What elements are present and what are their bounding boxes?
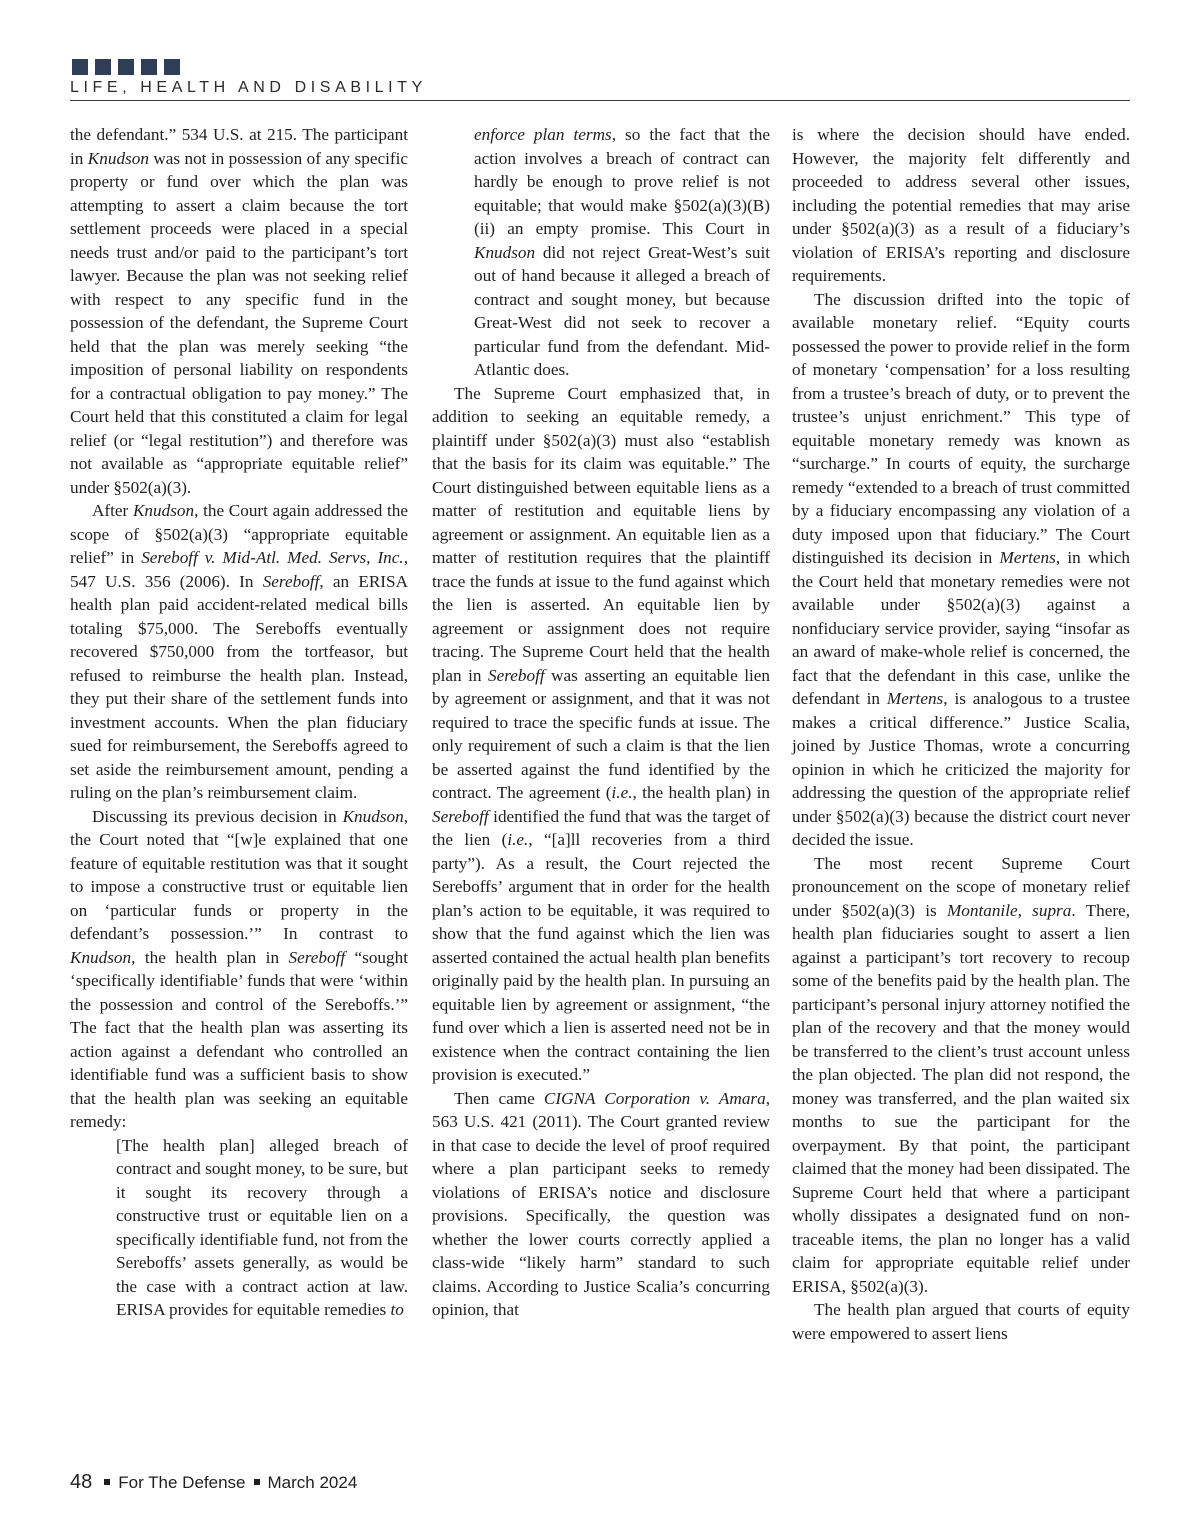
column-1 (70, 123, 408, 1322)
paragraph: Then came CIGNA Corporation v. Amara, 563 U.S. 421 (2011). The Court granted review in that case to decide the level of proof required where a plan participant seeks to remedy violations of ERISA’s notice and disclosure provisions. Specifically, the question was whether the lower courts correctly applied a class-wide “likely harm” standard to such claims. According to Justice Scalia’s concurring opinion, that (432, 1088, 770, 1319)
publication-name: For The Defense (118, 1473, 246, 1492)
paragraph: The Supreme Court emphasized that, in addition to seeking an equitable remedy, a plaintiff under §502(a)(3) must also “establish that the basis for its claim was equitable.” The Court distinguished between equitable liens as a matter of restitution and equitable liens by agreement or assignment. An equitable lien as a matter of restitution requires that the plaintiff trace the funds at issue to the fund against which the lien is asserted. An equitable lien by agreement or assignment does not require tracing. The Supreme Court held that the health plan in Sereboff was asserting an equitable lien by agreement or assignment, and that it was not required to trace the specific funds at issue. The only requirement of such a claim is that the lien be asserted against the fund identified by the contract. The agreement (i.e., the health plan) in Sereboff identified the fund that was the target of the lien (i.e., “[a]ll recoveries from a third party”). As a result, the Court rejected the Sereboffs’ argument that in order for the health plan’s action to be equitable, it was required to show that the fund against which the lien was asserted contained the actual health plan benefits originally paid by the health plan. In pursuing an equitable lien by agreement or assignment, “the fund over which a lien is asserted need not be in existence when the contract containing the lien provision is executed.” (432, 383, 770, 1084)
page-footer (70, 1471, 357, 1494)
header-square-icon (164, 59, 180, 75)
header-rule (70, 100, 1130, 101)
block-quote: [The health plan] alleged breach of contract and sought money, to be sure, but it sought its recovery through a constructive trust or equitable lien on a specifically identifiable fund, not from the Sereboffs’ assets generally, as would be the case with a contract action at law. ERISA provides for equitable remedies to (116, 1135, 408, 1319)
column-3 (792, 123, 1130, 1345)
paragraph: is where the decision should have ended. However, the majority felt differently and proceeded to address several other issues, including the potential remedies that may arise under §502(a)(3) as a result of a fiduciary’s violation of ERISA’s reporting and disclosure requirements. (792, 125, 1130, 285)
paragraph: The discussion drifted into the topic of available monetary relief. “Equity courts possessed the power to provide relief in the form of monetary ‘compensation’ for a loss resulting from a trustee’s breach of duty, or to prevent the trustee’s unjust enrichment.” This type of equitable monetary remedy was known as “surcharge.” In courts of equity, the surcharge remedy “extended to a breach of trust committed by a fiduciary encompassing any violation of a duty imposed upon that fiduciary.” The Court distinguished its decision in Mertens, in which the Court held that monetary remedies were not available under §502(a)(3) against a nonfiduciary service provider, saying “insofar as an award of make-whole relief is concerned, the fact that the defendant in this case, unlike the defendant in Mertens, is analogous to a trustee makes a critical difference.” Justice Scalia, joined by Justice Thomas, wrote a concurring opinion in which he criticized the majority for addressing the question of the appropriate relief under §502(a)(3) because the district court never decided the issue. (792, 289, 1130, 849)
header-square-icon (95, 59, 111, 75)
paragraph: Discussing its previous decision in Knudson, the Court noted that “[w]e explained that one feature of equitable restitution was that it sought to impose a constructive trust or equitable lien on ‘particular funds or property in the defendant’s possession.’” In contrast to Knudson, the health plan in Sereboff “sought ‘specifically identifiable’ funds that were ‘within the possession and control of the Sereboffs.’” The fact that the health plan was asserting its action against a defendant who controlled an identifiable fund was a sufficient basis to show that the health plan was seeking an equitable remedy: (70, 806, 408, 1131)
bullet-icon (104, 1479, 110, 1485)
paragraph: the defendant.” 534 U.S. at 215. The participant in Knudson was not in possession of any specific property or fund over which the plan was attempting to assert a claim because the tort settlement proceeds were placed in a special needs trust and/or paid to the participant’s tort lawyer. Because the plan was not seeking relief with respect to any specific fund in the possession of the defendant, the Supreme Court held that the plan was merely seeking “the imposition of personal liability on respondents for a contractual obligation to pay money.” The Court held that this constituted a claim for legal relief (or “legal restitution”) and therefore was not available as “appropriate equitable relief” under §502(a)(3). (70, 125, 409, 497)
block-quote-continued: enforce plan terms, so the fact that the action involves a breach of contract can hardly be enough to prove relief is not equitable; that would make §502(a)(3)(B)(ii) an empty promise. This Court in Knudson did not reject Great-West’s suit out of hand because it alleged a breach of contract and sought money, but because Great-West did not seek to recover a particular fund from the defendant. Mid-Atlantic does. (474, 125, 770, 379)
section-label: LIFE, HEALTH AND DISABILITY (70, 79, 427, 96)
header-square-icon (118, 59, 134, 75)
column-2 (432, 123, 770, 1322)
header-squares-icon (72, 59, 187, 75)
page-number: 48 (70, 1471, 93, 1493)
paragraph: After Knudson, the Court again addressed the scope of §502(a)(3) “appropriate equitable relief” in Sereboff v. Mid-Atl. Med. Servs, Inc., 547 U.S. 356 (2006). In Sereboff, an ERISA health plan paid accident-related medical bills totaling $75,000. The Sereboffs eventually recovered $750,000 from the tortfeasor, but refused to reimburse the health plan. Instead, they put their share of the settlement funds into investment accounts. When the plan fiduciary sued for reimbursement, the Sereboffs agreed to set aside the reimbursement amount, pending a ruling on the plan’s reimbursement claim. (70, 501, 409, 802)
bullet-icon (254, 1479, 260, 1485)
issue-date: March 2024 (267, 1473, 358, 1492)
paragraph: The most recent Supreme Court pronouncement on the scope of monetary relief under §502(a)(3) is Montanile, supra. There, health plan fiduciaries sought to assert a lien against a participant’s tort recovery to recoup some of the benefits paid by the health plan. The participant’s personal injury attorney notified the plan of the recovery and that the money would be transferred to the client’s trust account unless the plan objected. The plan did not respond, the money was transferred, and the plan waited six months to sue the participant for the overpayment. By that point, the participant claimed that the money had been dissipated. The Supreme Court held that where a participant wholly dissipates a designated fund on non-traceable items, the plan no longer has a valid claim for appropriate equitable relief under ERISA, §502(a)(3). (792, 853, 1130, 1296)
paragraph: The health plan argued that courts of equity were empowered to assert liens (792, 1300, 1130, 1343)
header-square-icon (141, 59, 157, 75)
header-square-icon (72, 59, 88, 75)
